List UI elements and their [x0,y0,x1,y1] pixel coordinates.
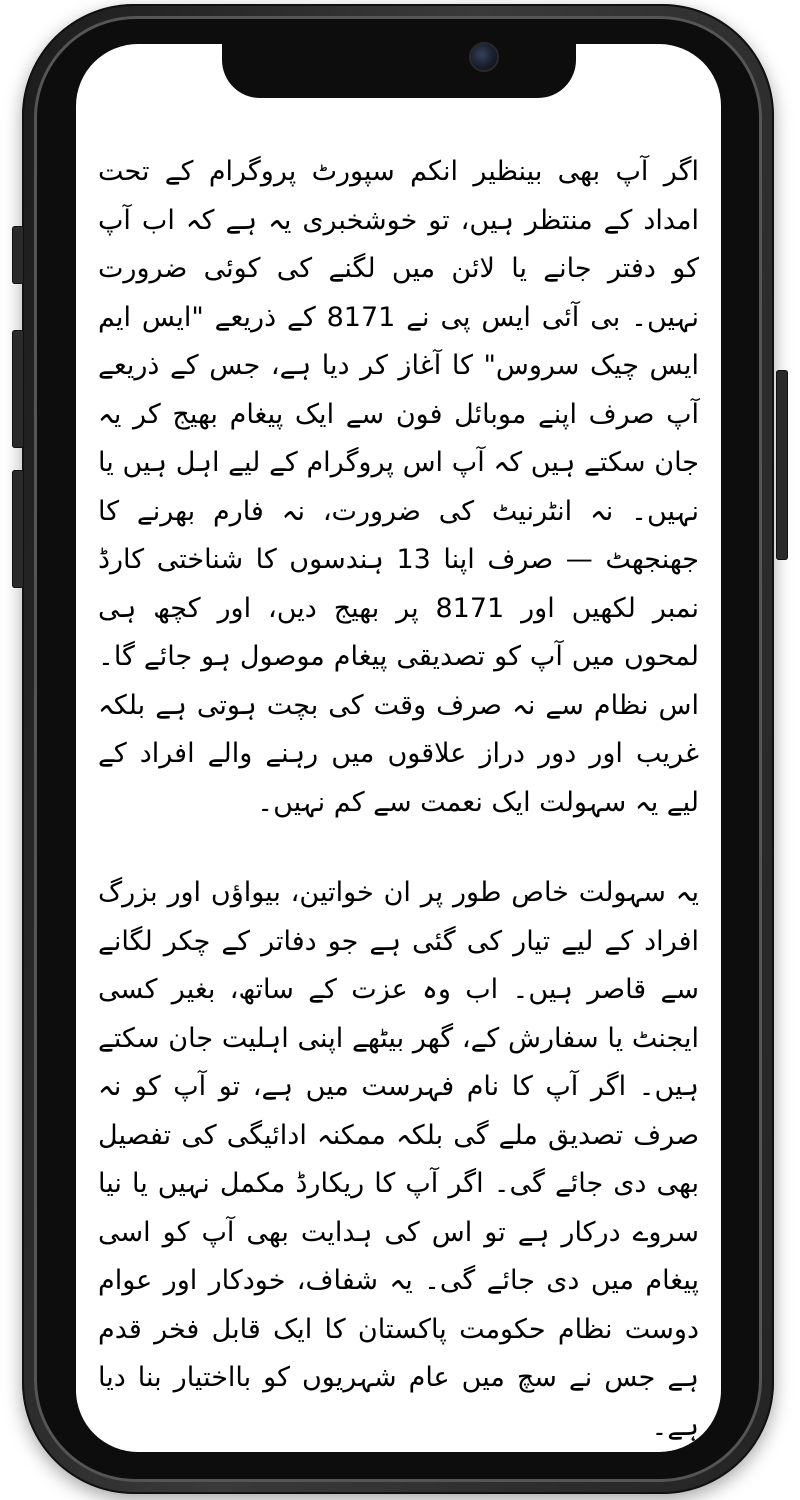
article-paragraph-2: یہ سہولت خاص طور پر ان خواتین، بیواؤں اور بزرگ افراد کے لیے تیار کی گئی ہے جو دفاتر کے چکر لگانے سے قاصر ہیں۔ اب وہ عزت کے ساتھ، بغیر کسی ایجنٹ یا سفارش کے، گھر بیٹھے اپنی اہلیت جان سکتے ہیں۔ اگر آپ کا نام فہرست میں ہے، تو آپ کو نہ صرف تصدیق ملے گی بلکہ ممکنہ ادائیگی کی تفصیل بھی دی جائے گی۔ اگر آپ کا ریکارڈ مکمل نہیں یا نیا سروے درکار ہے تو اس کی ہدایت بھی آپ کو اسی پیغام میں دی جائے گی۔ یہ شفاف، خودکار اور عوام دوست نظام حکومت پاکستان کا ایک قابل فخر قدم ہے جس نے سچ میں عام شہریوں کو بااختیار بنا دیا ہے۔ [98,877,699,1442]
mute-switch [12,226,24,284]
phone-screen [76,44,721,1452]
article-body [76,148,721,1451]
article-paragraph-1: اگر آپ بھی بینظیر انکم سپورٹ پروگرام کے تحت امداد کے منتظر ہیں، تو خوشخبری یہ ہے کہ اب آپ کو دفتر جانے یا لائن میں لگنے کی کوئی ضرورت نہیں۔ بی آئی ایس پی نے 8171 کے ذریعے "ایس ایم ایس چیک سروس" کا آغاز کر دیا ہے، جس کے ذریعے آپ صرف اپنے موبائل فون سے ایک پیغام بھیج کر یہ جان سکتے ہیں کہ آپ اس پروگرام کے لیے اہل ہیں یا نہیں۔ نہ انٹرنیٹ کی ضرورت، نہ فارم بھرنے کا جھنجھٹ — صرف اپنا 13 ہندسوں کا شناختی کارڈ نمبر لکھیں اور 8171 پر بھیج دیں، اور کچھ ہی لمحوں میں آپ کو تصدیقی پیغام موصول ہو جائے گا۔ اس نظام سے نہ صرف وقت کی بچت ہوتی ہے بلکہ غریب اور دور دراز علاقوں میں رہنے والے افراد کے لیے یہ سہولت ایک نعمت سے کم نہیں۔ [98,156,699,818]
volume-up-button [12,330,24,448]
front-camera-icon [471,44,497,70]
power-button [776,370,788,560]
volume-down-button [12,470,24,588]
screen-notch [222,36,576,98]
